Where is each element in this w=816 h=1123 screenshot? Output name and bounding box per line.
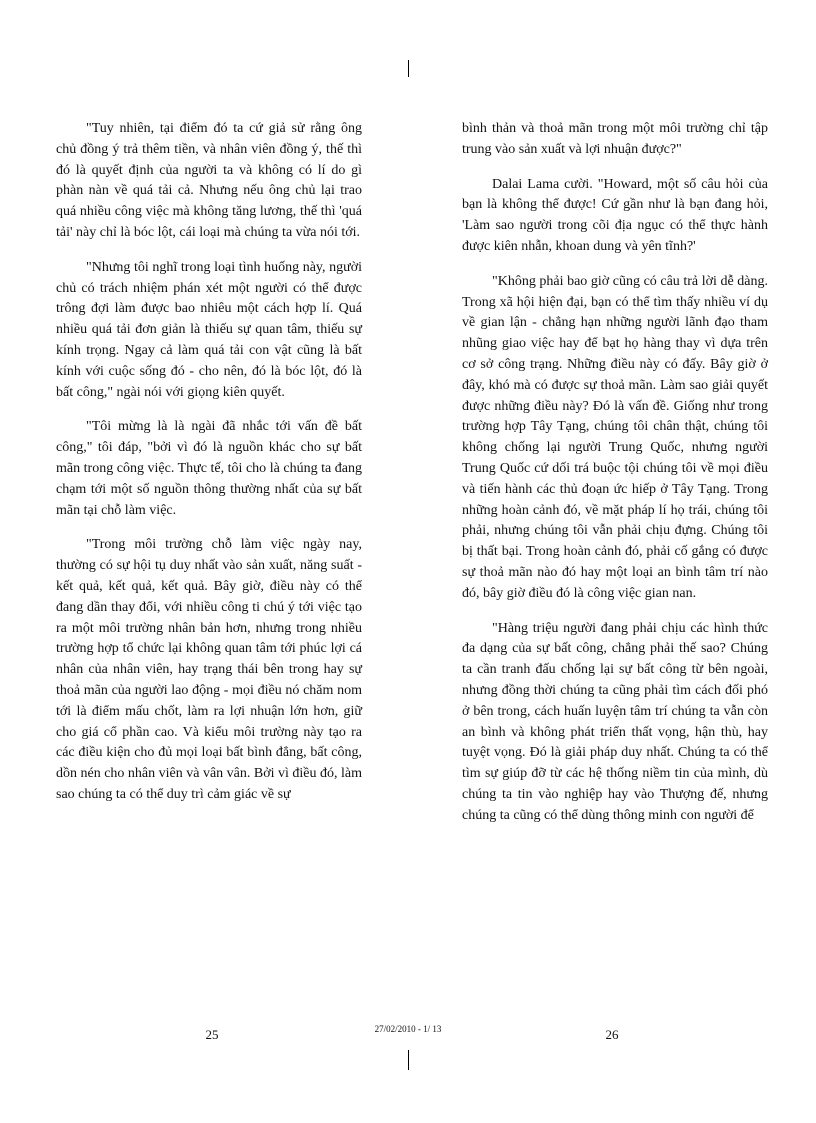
print-date-stamp: 27/02/2010 - 1/ 13 xyxy=(374,1024,442,1034)
left-page-column xyxy=(56,119,362,820)
right-page-column xyxy=(462,119,768,841)
center-fold-mark-top xyxy=(408,60,409,77)
paragraph: "Hàng triệu người đang phải chịu các hình thức đa dạng của sự bất công, chẳng phải thế sao? Chúng ta cần tranh đấu chống lại sự bất công từ bên ngoài, nhưng đồng thời chúng ta cũng phải tìm cách đối phó ở bên trong, cách huấn luyện tâm trí chúng ta vẫn còn an bình và không phát triển thất vọng, hận thù, hay tuyệt vọng. Đó là giải pháp duy nhất. Chúng ta có thể tìm sự giúp đỡ từ các hệ thống niềm tin của mình, dù chúng ta tin vào nghiệp hay vào Thượng đế, nhưng chúng ta cũng có thể dùng thông minh con người để xyxy=(462,620,768,823)
paragraph: "Không phải bao giờ cũng có câu trả lời dễ dàng. Trong xã hội hiện đại, bạn có thể tìm thấy nhiều ví dụ về gian lận - chẳng hạn những người lãnh đạo tham nhũng giao việc hay để bạt họ hàng thay vì dựa trên cơ sở công trạng. Những điều này có đấy. Bây giờ ở đây, khó mà có được sự thoả mãn. Làm sao giải quyết được những điều này? Đó là vấn đề. Giống như trong trường hợp Tây Tạng, chúng tôi chân thật, chúng tôi không chống lại người Trung Quốc, nhưng người Trung Quốc cứ dối trá buộc tội chúng tôi về mọi điều và tiến hành các thủ đoạn ức hiếp ở Tây Tạng. Trong những hoàn cảnh đó, về mặt pháp lí họ trái, chúng tôi phải, nhưng chúng tôi vẫn phải chịu đựng. Chúng tôi bị thất bại. Trong hoàn cảnh đó, phải cố gắng có được sự thoả mãn nào đó hay một loại an bình tâm trí nào đó, bây giờ điều đó là công việc gian nan. xyxy=(462,273,768,601)
paragraph: "Tuy nhiên, tại điểm đó ta cứ giả sử rằng ông chủ đồng ý trả thêm tiền, và nhân viên đồng ý, thế thì đó là quyết định của người ta và không có lí do gì phàn nàn về quá tải cả. Nhưng nếu ông chủ lại trao quá nhiều công việc mà không tăng lương, thế thì 'quá tải' này chỉ là bóc lột, cái loại mà chúng ta vừa nói tới. xyxy=(56,121,362,240)
paragraph: "Trong môi trường chỗ làm việc ngày nay, thường có sự hội tụ duy nhất vào sản xuất, năng suất - kết quả, kết quả, kết quả. Bây giờ, điều này có thể đang dần thay đổi, với nhiều công ti chú ý tới việc tạo ra một môi trường nhân bản hơn, nhưng trong nhiều trường hợp tổ chức lại không quan tâm tới phúc lợi cá nhân của nhân viên, hay trạng thái bên trong hay sự thoả mãn của người lao động - mọi điều nó chăm nom tới là điểm mấu chốt, làm ra lợi nhuận lớn hơn, giữ cho giá cổ phần cao. Và kiểu môi trường này tạo ra các điều kiện cho đủ mọi loại bất bình đẳng, bất công, dồn nén cho nhân viên và vân vân. Bởi vì điều đó, làm sao chúng ta có thể duy trì cảm giác về sự xyxy=(56,537,363,802)
paragraph: Dalai Lama cười. "Howard, một số câu hỏi của bạn là không thể được! Cứ gần như là bạn đang hỏi, 'Làm sao người trong cõi địa ngục có thể thực hành được kiên nhẫn, khoan dung và yên tĩnh?' xyxy=(462,176,768,254)
paragraph-continuation: bình thản và thoả mãn trong một môi trường chỉ tập trung vào sản xuất và lợi nhuận được?" xyxy=(462,121,768,157)
paragraph: "Nhưng tôi nghĩ trong loại tình huống này, người chủ có trách nhiệm phán xét một người có thể được trông đợi làm được bao nhiêu một cách hợp lí. Quá nhiều quá tải đơn giản là thiếu sự quan tâm, thiếu sự kính trọng. Ngay cả làm quá tải con vật cũng là bất kính với cuộc sống đó - cho nên, đó là bóc lột, đó là bất công," ngài nói với giọng kiên quyết. xyxy=(56,259,362,400)
center-fold-mark-bottom xyxy=(408,1050,409,1070)
left-page-number: 25 xyxy=(205,1027,219,1042)
right-page-number: 26 xyxy=(605,1027,619,1042)
paragraph: "Tôi mừng là là ngài đã nhắc tới vấn đề bất công," tôi đáp, "bởi vì đó là nguồn khác cho sự bất mãn trong công việc. Thực tế, tôi cho là chúng ta đang chạm tới một số nguồn thông thường nhất của sự bất mãn tại chỗ làm việc. xyxy=(56,419,362,518)
